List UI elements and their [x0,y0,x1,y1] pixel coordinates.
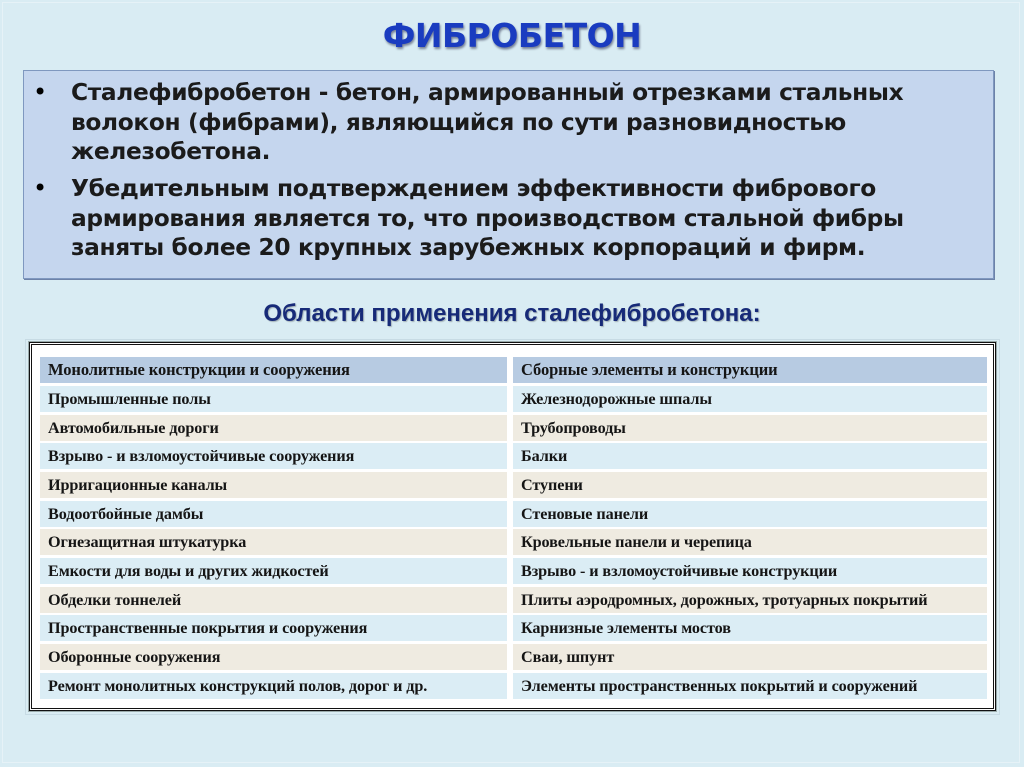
table-cell: Емкости для воды и других жидкостей [40,558,507,584]
table-cell: Оборонные сооружения [40,644,507,670]
bullet-text-1 [71,78,971,167]
applications-table [29,342,996,711]
table-row [40,558,987,584]
table-cell: Обделки тоннелей [40,587,507,613]
bullet-text-2 [71,174,971,263]
table-cell: Взрыво - и взломоустойчивые конструкции [513,558,987,584]
slide-title: ФИБРОБЕТОН [382,16,642,55]
table-row [40,644,987,670]
table-cell: Сваи, шпунт [513,644,987,670]
table-row [40,615,987,641]
table-row [40,587,987,613]
table-cell: Взрыво - и взломоустойчивые сооружения [40,443,507,469]
bullet-line: железобетона. [71,138,271,165]
table-row [40,415,987,441]
table-row [40,529,987,555]
table-cell: Балки [513,443,987,469]
header-cell-precast: Сборные элементы и конструкции [513,357,987,383]
table-cell: Карнизные элементы мостов [513,615,987,641]
table-cell: Пространственные покрытия и сооружения [40,615,507,641]
bullet-line: волокон (фибрами), являющийся по сути разновидностью [71,108,846,136]
table-cell: Ступени [513,472,987,498]
table-row [40,673,987,699]
table-cell: Автомобильные дороги [40,415,507,441]
table-cell: Трубопроводы [513,415,987,441]
bullet-line: Сталефибробетон - бетон, армированный отрезками стальных [71,79,904,106]
table-cell: Кровельные панели и черепица [513,529,987,555]
table-row [40,443,987,469]
table-cell: Плиты аэродромных, дорожных, тротуарных покрытий [513,587,987,613]
table-cell: Железнодорожные шпалы [513,386,987,412]
table-cell: Элементы пространственных покрытий и сооружений [513,673,987,699]
table-cell: Ремонт монолитных конструкций полов, дорог и др. [40,673,507,699]
header-cell-monolithic: Монолитные конструкции и сооружения [40,357,507,383]
table-row [40,501,987,527]
table-cell: Промышленные полы [40,386,507,412]
bullet-line: Убедительным подтверждением эффективности фибрового [71,175,876,202]
table-cell: Ирригационные каналы [40,472,507,498]
table-row [40,472,987,498]
bullet-dot-icon: • [33,78,48,106]
table-cell: Огнезащитная штукатурка [40,529,507,555]
bullet-line: армирования является то, что производством стальной фибры [71,204,904,232]
table-header-row [40,357,987,383]
bullet-line: заняты более 20 крупных зарубежных корпораций и фирм. [71,234,866,261]
table-cell: Водоотбойные дамбы [40,501,507,527]
table-cell: Стеновые панели [513,501,987,527]
bullet-box [23,70,994,279]
table-row [40,386,987,412]
section-subtitle: Области применения сталефибробетона: [263,300,761,327]
bullet-dot-icon: • [33,174,48,202]
